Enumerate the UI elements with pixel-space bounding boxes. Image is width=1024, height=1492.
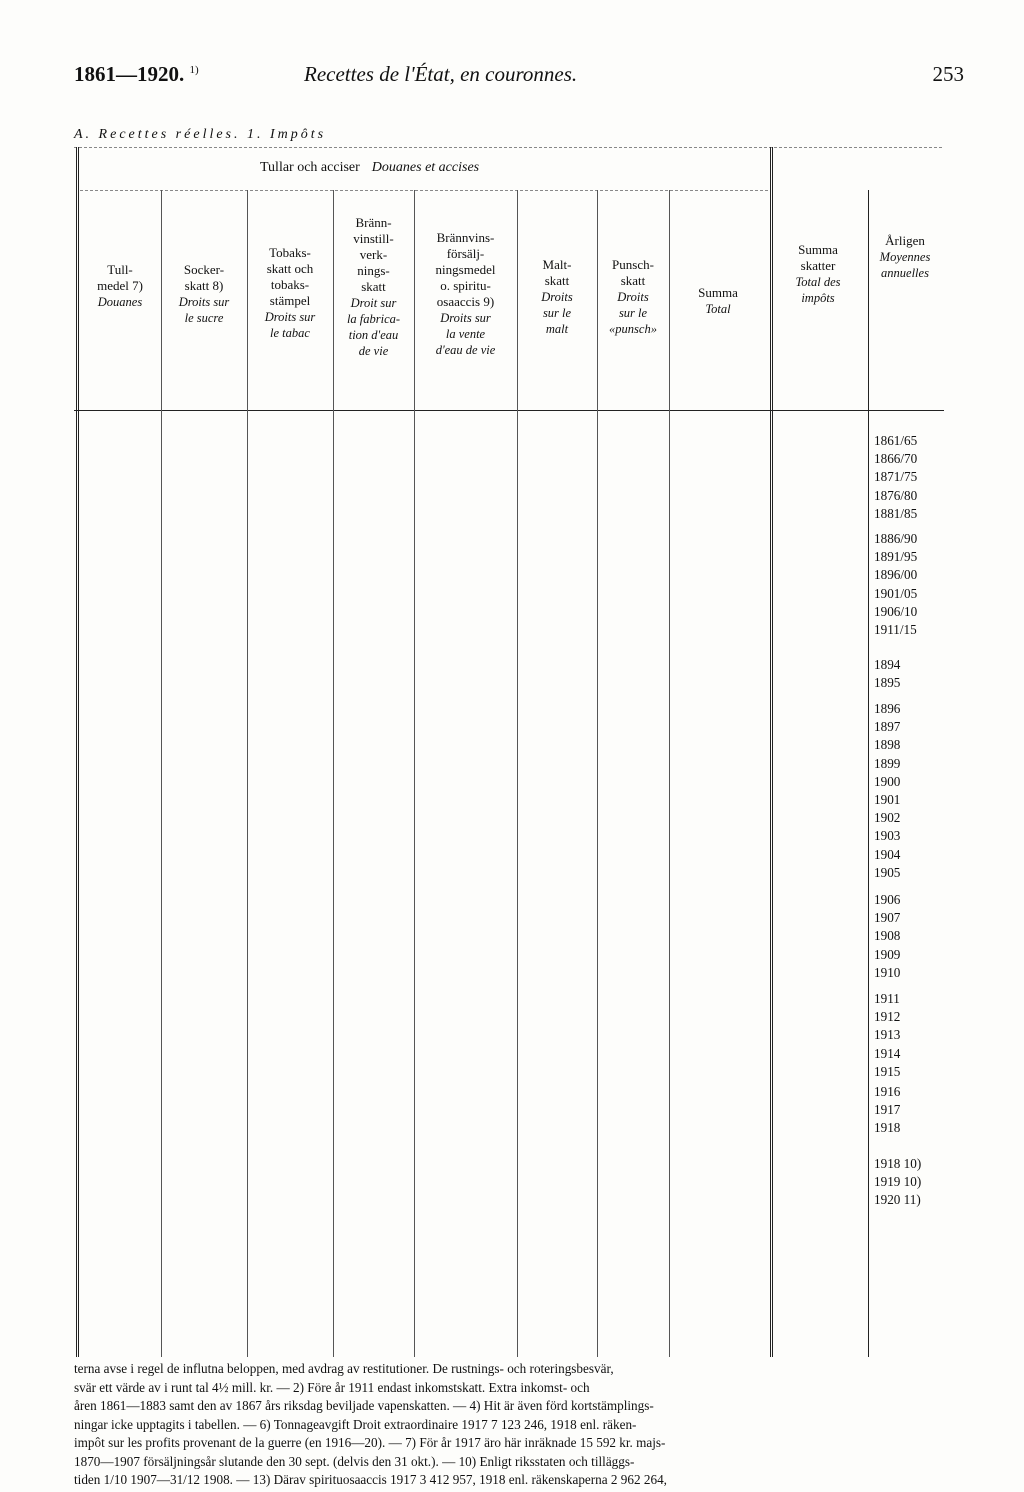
footnote-line: impôt sur les profits provenant de la guerre (en 1916—20). — 7) För år 1917 äro här inräknade 15 592 kr. majs- <box>74 1435 666 1450</box>
column-rule <box>517 190 518 1357</box>
total-divider-inner <box>772 147 773 1357</box>
table-left-border-inner <box>78 147 79 1357</box>
column-rule <box>161 190 162 1357</box>
column-header-6: Malt- skatt Droits sur le malt <box>541 257 573 336</box>
group-rule <box>80 190 768 191</box>
page-number: 253 <box>932 62 964 86</box>
table-cell: 1902 <box>874 810 901 826</box>
table-left-border <box>76 147 77 1357</box>
table-cell: 1876/80 <box>874 487 918 503</box>
table-cell: 1914 <box>874 1045 901 1061</box>
footnote-line: ningar icke upptagits i tabellen. — 6) Tonnageavgift Droit extraordinaire 1917 7 123 246, 1918 enl. räken- <box>74 1416 637 1432</box>
footnote-line: tiden 1/10 1907—31/12 1908. — 13) Därav spirituosaaccis 1917 3 412 957, 1918 enl. räkenskaperna 2 962 264, <box>74 1472 667 1487</box>
column-rule <box>247 190 248 1357</box>
table-cell: 1911/15 <box>874 622 917 637</box>
table-cell: 1896 <box>874 701 901 716</box>
table-cell: 1903 <box>874 828 901 844</box>
table-cell: 1901/05 <box>874 585 918 601</box>
column-rule <box>669 190 670 1357</box>
table-cell: 1918 <box>874 1120 901 1136</box>
header-bottom-rule <box>74 410 944 411</box>
table-cell: 1894 <box>874 657 901 672</box>
header-years: 1861—1920. $^{1)}$ <box>74 62 199 86</box>
header-title: Recettes de l'État, en couronnes. <box>304 62 578 86</box>
table-cell: 1871/75 <box>874 469 918 485</box>
section-rule <box>74 147 942 148</box>
table-cell: 1906/10 <box>874 603 918 619</box>
table-cell: 1909 <box>874 946 901 962</box>
table-cell: 1920 11) <box>874 1192 921 1208</box>
column-group-title: Tullar och acciser Douanes et accises <box>260 160 480 175</box>
table-cell: 1912 <box>874 1009 901 1025</box>
footnote-line: terna avse i regel de influtna beloppen, med avdrag av restitutioner. De rustnings- och roteringsbesvär, <box>74 1361 614 1376</box>
table-cell: 1913 <box>874 1027 901 1043</box>
table-cell: 1891/95 <box>874 549 918 565</box>
page-header <box>74 62 964 92</box>
total-divider <box>770 147 771 1357</box>
column-header-1: Tull- medel 7) Douanes <box>97 262 143 309</box>
table-cell: 1915 <box>874 1063 901 1079</box>
column-rule <box>597 190 598 1357</box>
year-divider <box>868 190 869 1357</box>
table-cell: 1901 <box>874 792 901 807</box>
column-header-7: Punsch- skatt Droits sur le «punsch» <box>609 257 657 336</box>
table-cell: 1896/00 <box>874 567 918 583</box>
table-cell: 1861/65 <box>874 433 918 448</box>
table-cell: 1904 <box>874 846 901 862</box>
column-rule <box>414 190 415 1357</box>
table-cell: 1905 <box>874 864 901 880</box>
table-cell: 1910 <box>874 964 901 980</box>
column-header-2: Socker- skatt 8) Droits sur le sucre <box>178 262 230 325</box>
footnote-line: svär ett värde av i runt tal 4½ mill. kr. — 2) Före år 1911 endast inkomstskatt. Extra inkomst- och <box>74 1379 590 1395</box>
table-cell: 1897 <box>874 719 901 735</box>
table-cell: 1886/90 <box>874 531 918 546</box>
footnote-line: åren 1861—1883 samt den av 1867 års riksdag beviljade vapenskatten. — 4) Hit är även förd kortstämplings- <box>74 1398 654 1413</box>
table-cell: 1911 <box>874 991 900 1006</box>
table-cell: 1918 10) <box>874 1156 922 1171</box>
table-cell: 1916 <box>874 1084 901 1099</box>
column-header-9: Summa skatter Total des impôts <box>795 242 841 305</box>
column-header-5: Brännvins- försälj- ningsmedel o. spiritu- osaaccis 9) Droits sur la vente d'eau de vie <box>435 230 496 357</box>
table-cell: 1895 <box>874 675 901 691</box>
table-cell: 1919 10) <box>874 1174 922 1190</box>
column-header-8: Summa Total <box>698 285 738 316</box>
table-cell: 1898 <box>874 737 901 753</box>
footnote-line: 1870—1907 försäljningsår slutande den 30 sept. (delvis den 31 okt.). — 10) Enligt riksstaten och tilläggs- <box>74 1453 635 1469</box>
table-cell: 1881/85 <box>874 505 918 521</box>
table-cell: 1908 <box>874 928 901 944</box>
table-cell: 1906 <box>874 892 901 907</box>
column-rule <box>333 190 334 1357</box>
table-cell: 1900 <box>874 773 901 789</box>
column-header-4: Bränn- vinstill- verk- nings- skatt Droit sur la fabrica- tion d'eau de vie <box>346 215 401 358</box>
column-header-10: Årligen Moyennes annuelles <box>879 233 931 280</box>
table-cell: 1899 <box>874 755 901 771</box>
column-header-3: Tobaks- skatt och tobaks- stämpel Droits sur le tabac <box>264 245 316 340</box>
footnotes <box>74 1360 954 1490</box>
section-title: A. Recettes réelles. 1. Impôts <box>74 127 327 142</box>
table-cell: 1907 <box>874 910 901 926</box>
table-cell: 1866/70 <box>874 451 918 467</box>
table-cell: 1917 <box>874 1102 901 1118</box>
